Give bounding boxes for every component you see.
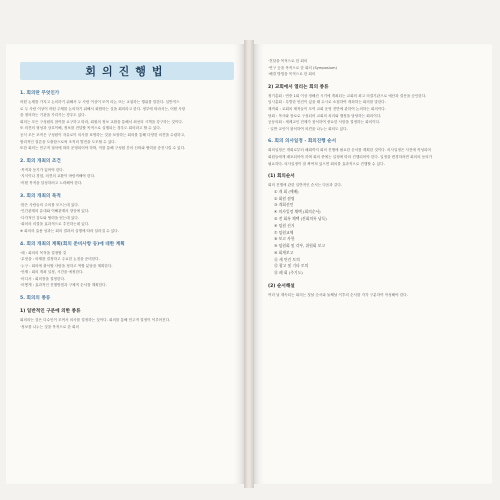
paragraph-line: 당회 : 목사와 장로로 구성되어 교회의 치리와 행정을 담당하는 회의이다. <box>268 113 382 118</box>
order-list-item: ⑥ 임원 선거 <box>274 222 295 228</box>
paragraph-line: 여러 날 계속되는 회의는 첫날 순서와 둘째날 이후의 순서를 각각 구분하여 작성해야 한다. <box>268 293 408 298</box>
section-heading: 2. 회의 개최의 조건 <box>20 158 61 164</box>
paragraph-line: 정기총회 : 연중 1회 이상 정해진 시기에 개최되는 교회의 최고 의결기관으로 예산과 결산을 승인한다. <box>268 93 427 98</box>
paragraph-line: 또 의견의 형성과 상호이해, 정보를 전달할 목적으로 실행되는 경우도 회의라고 할 수 있다. <box>20 126 161 131</box>
section <box>20 90 234 152</box>
right-page <box>254 44 492 484</box>
paragraph-line: ·어떻게 : 효과적인 진행방법과 구체적 순서를 계획한다. <box>20 283 107 288</box>
order-list-item: ② 회원 점명 <box>274 195 295 201</box>
paragraph-line: 회의는 모든 구성원의 참여를 요구하고 따라, 회원의 정보 교환을 통해서 최선의 시책을 강구하는 것이다. <box>20 119 183 124</box>
order-list-item: ④ 의사일정 채택 (회의순서) <box>274 209 321 215</box>
section <box>268 58 482 78</box>
paragraph-line: 공식 모든 조직은 구성원이 자유로이 의사를 표명하는 것을 보장하는 회의를 통해 다양한 의견을 수렴하고, <box>20 132 186 137</box>
left-page <box>6 44 244 484</box>
paragraph-line: 로 두 사람 이상이 어떤 주제를 논의하기 위해서 회합하는 것을 회의라고 한다. 정부에 따라서는, 어떤 사항 <box>20 106 186 111</box>
paragraph-line: ·어디서 : 회의장을 결정한다. <box>20 276 66 281</box>
paragraph-line: ·때 : 회의의 목적을 결정할 것 <box>20 250 67 255</box>
paragraph-line: ·인간관계의 유대와 이해관계의 향상에 있다. <box>20 209 90 214</box>
paragraph-line: ·누구 : 회의에 출석할 사람을 정하고 역할 분담을 계획한다. <box>20 263 113 268</box>
paragraph-line: 회의라는 것은 다수인이 모여서 의사를 결정하는 것이다. 회의를 통해 민주적 결정이 이루어진다. <box>20 318 171 323</box>
order-list-item: ⑦ 임원교체 <box>274 229 294 235</box>
right-page-content <box>268 58 482 299</box>
paragraph-line: 제직회 : 교회의 제직들이 모여 교회 운영 전반에 관하여 논의하는 회의이다. <box>268 106 386 111</box>
order-list-item: ⑬ 폐 회 (주기도) <box>274 270 303 276</box>
book-gutter <box>244 40 254 488</box>
section <box>20 241 234 290</box>
paragraph-line: 회의 진행에 관한 일반적인 순서는 다음과 같다. <box>268 183 342 188</box>
meeting-order-list <box>268 189 482 277</box>
section <box>268 138 482 167</box>
paragraph-line: ·전달을 목적으로 한 회의 <box>268 59 308 63</box>
section-heading: 4. 회의 개최의 계획(회의 준비사항 등)에 대한 계획 <box>20 241 125 247</box>
section <box>20 193 234 235</box>
paragraph-line: 임시총회 : 특별한 안건이 있을 때 수시로 소집하여 개최하는 회의를 말한다. <box>268 100 386 105</box>
page-title: 회의진행법 <box>85 65 169 78</box>
right-sections <box>268 58 482 189</box>
section-heading: 3. 회의 개최의 목적 <box>20 193 61 199</box>
section <box>20 158 234 187</box>
paragraph-line: 회의일정은 개회로부터 폐회까지 회의 진행에 필요한 순서를 계획한 것이다. 의사일정은 사전에 작성되어 <box>268 148 431 153</box>
left-sections <box>20 90 234 330</box>
section <box>268 173 482 189</box>
paragraph-line: ·지식이나 경험, 의견의 교환이 바람직해야 한다. <box>20 174 96 179</box>
paragraph-line: ※ 회의의 효용 성과는 회의 결과의 실행에 따라 달라질 수 있다. <box>20 228 119 233</box>
paragraph-line: 공동의회 : 세례교인 전체가 참석하여 중요한 사항을 결정하는 회의이다. <box>268 120 381 125</box>
left-page-content <box>20 58 234 330</box>
section-heading: (2) 순서해설 <box>268 284 295 290</box>
order-list-item: ⑪ 새 안건 토의 <box>274 256 300 262</box>
order-list-item: ① 개 회 (예배) <box>274 188 299 194</box>
paragraph-line: ·회의의 의결을 효과적으로 추진하는데 있다. <box>20 222 90 227</box>
paragraph-line: 또한 회의는 민주적 절차에 따라 운영되어야 하며, 이를 통해 구성원 간의 신뢰와 협력을 증진시킬 수 있다. <box>20 146 186 151</box>
paragraph-line: 합리적인 결론을 도출함으로써 조직의 발전을 도모할 수 있다. <box>20 139 116 144</box>
paragraph-line: ·많은 사람들의 주의를 모으는데 있다. <box>20 202 79 207</box>
order-list-item: ⑨ 임원회 및 각부, 위원회 보고 <box>274 243 325 249</box>
section-heading: 1) 일반적인 구분에 의한 종류 <box>20 309 81 315</box>
section-heading: 5. 회의의 종류 <box>20 296 51 302</box>
order-list-item: ⑫ 광고 및 기타 토의 <box>274 263 309 269</box>
order-list-item: ⑤ 전 회록 채택 (전회의록 낭독) <box>274 215 327 221</box>
paragraph-line: 을 정의하는 기관을 가리키는 경우도 있다. <box>20 113 86 118</box>
paragraph-line: 어떤 논제를 가지고 논의하기 위해서 두 사람 이상이 모여 의논 또는 교섭하는 행위를 말한다. 일반적으 <box>20 100 180 104</box>
section <box>268 84 482 133</box>
paragraph-line: ·무엇을 : 의제를 결정하고 주요한 논점을 준비한다. <box>20 257 100 262</box>
section-heading: (1) 회의순서 <box>268 174 295 180</box>
paragraph-line: 필요하다. 의사일정이 잘 짜여져 있으면 회의를 효과적으로 진행할 수 있다. <box>268 161 385 166</box>
closing-section <box>268 283 482 299</box>
section-heading: 1. 회의란 무엇인가 <box>20 91 60 96</box>
order-list-item: ③ 개회선언 <box>274 202 294 208</box>
paragraph-line: ·해결 방법을 목적으로 한 회의 <box>268 72 316 77</box>
paragraph-line: 회원들에게 배포되어야 하며 회의 중에는 일정에 따라 진행되어야 한다. 일정을 변경하려면 회의의 동의가 <box>268 154 433 159</box>
section-heading: 2) 교회에서 열리는 회의 종류 <box>268 84 329 90</box>
section-heading: 6. 회의 의사일정 - 회의진행 순서 <box>268 139 337 145</box>
paragraph-line: ·언제 : 회의 개최 일정, 시간을 예정한다. <box>20 270 84 275</box>
section <box>20 295 234 302</box>
section <box>20 308 234 330</box>
paragraph-line: ·연구 등을 목적으로 한 회의 (Symposium) <box>268 65 337 70</box>
title-banner <box>20 62 234 80</box>
paragraph-line: ·정보를 나누는 것을 목적으로 한 회의 <box>20 324 79 329</box>
paragraph-line: ·목적과 동기가 있어야 한다. <box>20 167 64 172</box>
paragraph-line: ·다각적인 검토와 협력을 얻는데 있다. <box>20 215 79 220</box>
order-list-item: ⑩ 회계보고 <box>274 249 294 255</box>
order-list-item: ⑧ 보고 사항 <box>274 236 295 242</box>
closing-paragraphs <box>268 292 482 299</box>
paragraph-line: ·어떤 목적을 달성하려고 노력해야 한다. <box>20 180 83 185</box>
paragraph-line: · 일반 교인이 참석하여 의견을 나누는 회의도 있다. <box>268 126 348 131</box>
